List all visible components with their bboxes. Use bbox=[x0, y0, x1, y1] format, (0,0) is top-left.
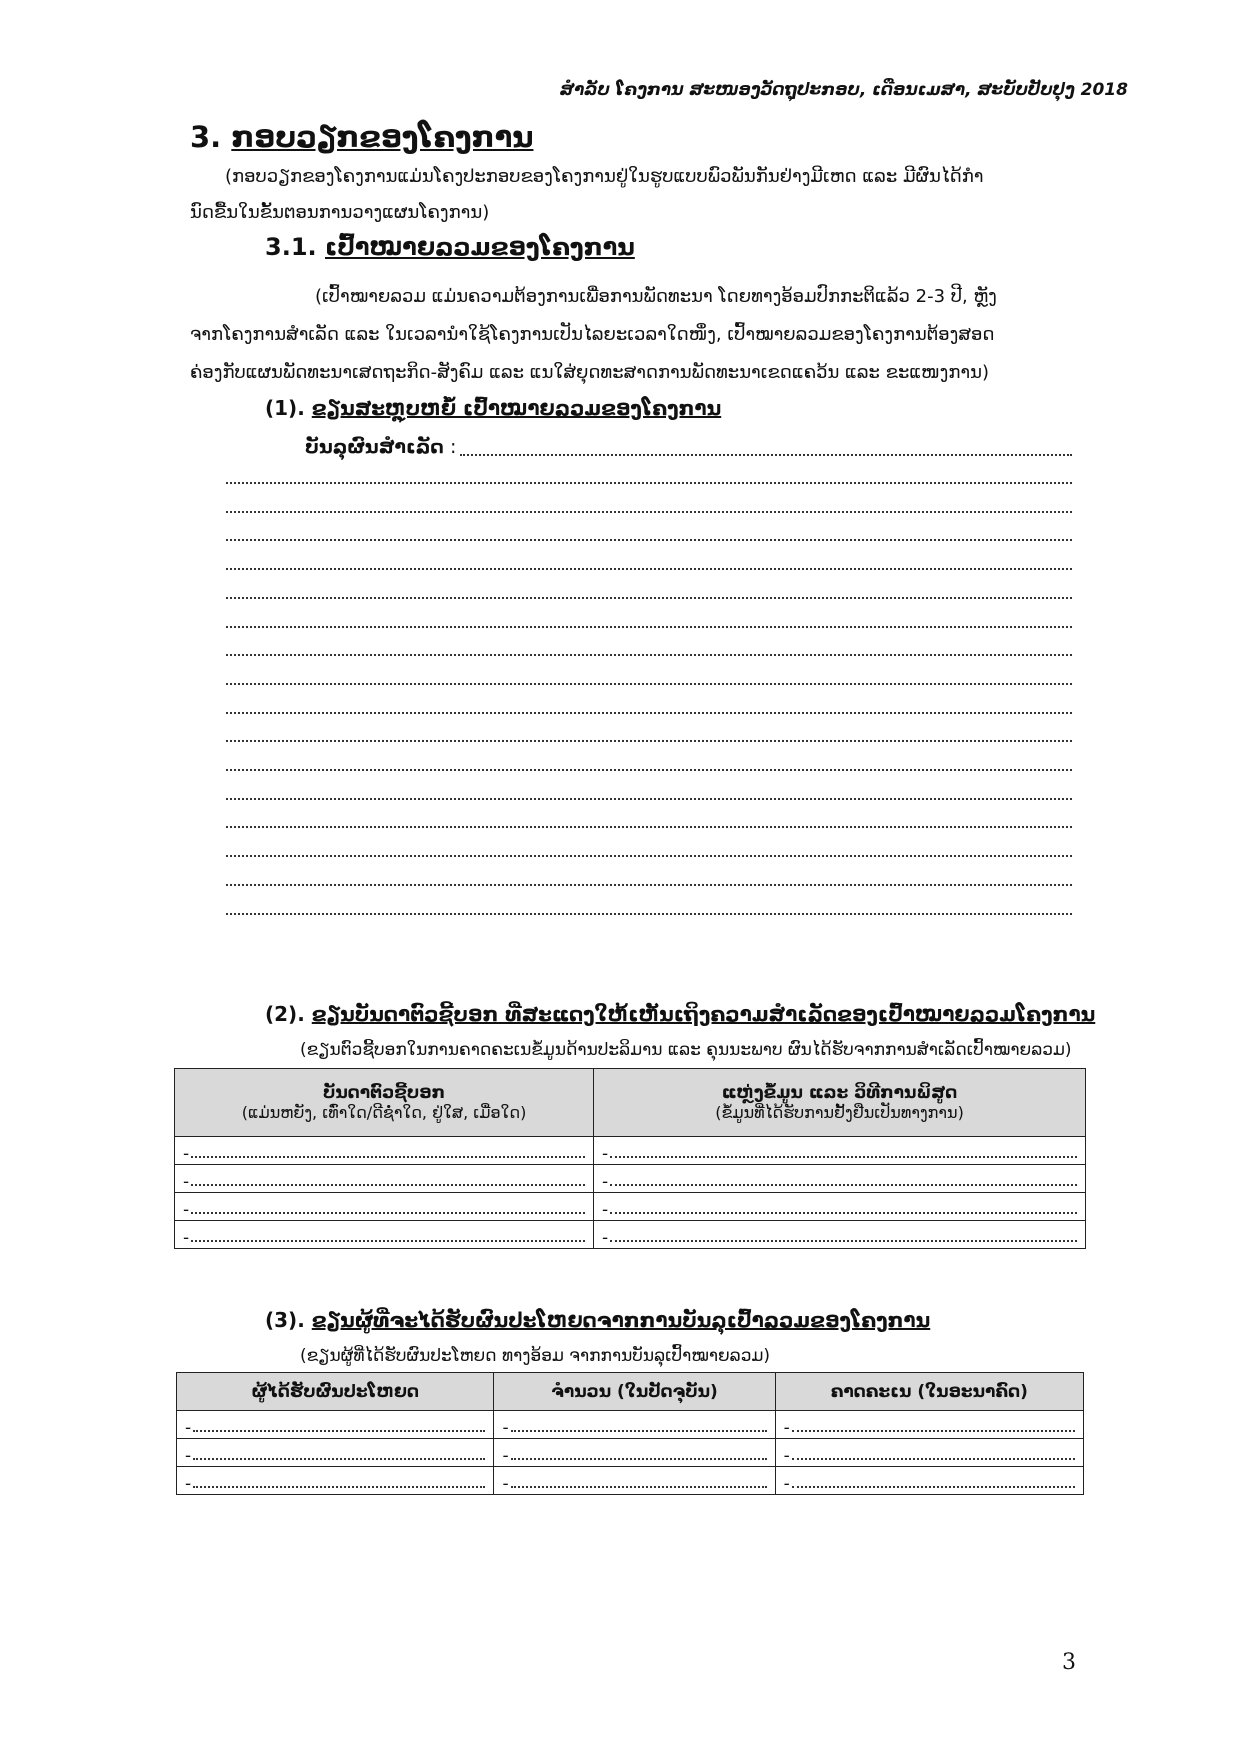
cell-fill-line bbox=[792, 1486, 1075, 1488]
cell-dash: - bbox=[502, 1473, 509, 1494]
table-cell[interactable] bbox=[775, 1411, 1083, 1439]
table-row bbox=[177, 1439, 1084, 1467]
item-3-subtitle: (ຂຽນຜູ້ທີ່ໄດ້ຮັບຜົນປະໂຫຍດ ທາງອ້ອມ ຈາກການບັນລຸເປົ້າໝາຍລວມ) bbox=[300, 1346, 771, 1366]
indicators-header-col2-sub: (ຂໍ້ມູນທີ່ໄດ້ຮັບການຢັ້ງຢືນເປັນທາງການ) bbox=[715, 1103, 964, 1122]
cell-fill-line bbox=[511, 1486, 767, 1488]
cell-fill-line bbox=[792, 1430, 1075, 1432]
section-3-desc-line1: (ກອບວຽກຂອງໂຄງການແມ່ນໂຄງປະກອບຂອງໂຄງການຢູ່ໃນຮູບແບບພົວພັນກັນຢ່າງມີເຫດ ແລະ ມີຜົນໄດ້ກຳ bbox=[225, 166, 984, 187]
section-31-title: ເປົ້າໝາຍລວມຂອງໂຄງການ bbox=[325, 233, 635, 261]
answer-line[interactable] bbox=[226, 740, 1072, 742]
answer-line[interactable] bbox=[226, 482, 1072, 484]
section-31-desc-line3: ຄ່ອງກັບແຜນພັດທະນາເສດຖະກິດ-ສັງຄົມ ແລະ ແນໃສ່ຍຸດທະສາດການພັດທະນາເຂດແຄວ້ນ ແລະ ຂະແໜງການ) bbox=[190, 362, 990, 383]
cell-dash: - bbox=[502, 1417, 509, 1438]
answer-line[interactable] bbox=[226, 626, 1072, 628]
cell-dash: - bbox=[185, 1473, 192, 1494]
answer-line[interactable] bbox=[226, 798, 1072, 800]
indicators-header-col1-sub: (ແມ່ນຫຍັງ, ເທົ່າໃດ/ດີຊ່ຳໃດ, ຢູ່ໃສ, ເມື່ອໃດ) bbox=[241, 1103, 527, 1122]
table-cell[interactable] bbox=[775, 1439, 1083, 1467]
section-3-number: 3. bbox=[190, 120, 222, 154]
answer-line[interactable] bbox=[226, 539, 1072, 541]
section-31-heading bbox=[265, 233, 635, 261]
item-2-title: ຂຽນບັນດາຕົວຊີ້ບອກ ທີ່ສະແດງໃຫ້ເຫັນເຖິງຄວາມສຳເລັດຂອງເປົ້າໝາຍລວມໂຄງການ bbox=[311, 1002, 1096, 1026]
table-row bbox=[177, 1467, 1084, 1495]
cell-fill-line bbox=[792, 1458, 1075, 1460]
indicators-header-col2-title: ແຫຼ່ງຂໍ້ມູນ ແລະ ວິທີການພິສູດ bbox=[721, 1083, 958, 1103]
cell-fill-line bbox=[193, 1430, 485, 1432]
cell-dash: - bbox=[183, 1227, 190, 1248]
item-3-title: ຂຽນຜູ້ທີ່ຈະໄດ້ຮັບຜົນປະໂຫຍດຈາກການບັນລຸເປົ້າລວມຂອງໂຄງການ bbox=[311, 1308, 931, 1332]
achievement-colon: : bbox=[450, 436, 457, 458]
indicators-header-col2 bbox=[594, 1069, 1086, 1137]
answer-line[interactable] bbox=[226, 855, 1072, 857]
item-1-heading bbox=[265, 396, 721, 420]
item-2-subtitle: (ຂຽນຕົວຊີ້ບອກໃນການຄາດຄະເນຂໍ້ມູນດ້ານປະລິມານ ແລະ ຄຸນນະພາບ ຜົນໄດ້ຮັບຈາກການສຳເລັດເປົ້າໝາຍລວມ) bbox=[300, 1040, 1072, 1060]
cell-fill-line bbox=[193, 1458, 485, 1460]
cell-dash: - bbox=[783, 1445, 790, 1466]
beneficiaries-table-body bbox=[177, 1411, 1084, 1495]
beneficiaries-header-col2: ຈຳນວນ (ໃນປັດຈຸບັນ) bbox=[494, 1373, 775, 1411]
cell-fill-line bbox=[610, 1184, 1077, 1186]
section-31-number: 3.1. bbox=[265, 233, 317, 261]
table-row bbox=[175, 1193, 1086, 1221]
cell-fill-line bbox=[191, 1212, 585, 1214]
table-cell[interactable] bbox=[177, 1411, 494, 1439]
cell-fill-line bbox=[610, 1240, 1077, 1242]
indicators-table-body bbox=[175, 1137, 1086, 1249]
cell-fill-line bbox=[511, 1430, 767, 1432]
beneficiaries-header-col1: ຜູ້ໄດ້ຮັບຜົນປະໂຫຍດ bbox=[177, 1373, 494, 1411]
cell-dash: - bbox=[183, 1199, 190, 1220]
fill-line[interactable] bbox=[460, 454, 1072, 456]
answer-line[interactable] bbox=[226, 654, 1072, 656]
header-note: ສຳລັບ ໂຄງການ ສະໜອງວັດຖຸປະກອບ, ເດືອນເມສາ, ສະບັບປັບປຸງ 2018 bbox=[560, 80, 1128, 100]
achievement-label: ບັນລຸຜົນສຳເລັດ bbox=[305, 436, 444, 458]
cell-dash: - bbox=[783, 1417, 790, 1438]
cell-dash: - bbox=[602, 1171, 609, 1192]
answer-line[interactable] bbox=[226, 712, 1072, 714]
answer-line[interactable] bbox=[226, 826, 1072, 828]
table-row bbox=[175, 1137, 1086, 1165]
cell-dash: - bbox=[502, 1445, 509, 1466]
beneficiaries-table bbox=[176, 1372, 1084, 1495]
section-31-desc-line2: ຈາກໂຄງການສຳເລັດ ແລະ ໃນເວລານຳໃຊ້ໂຄງການເປັນໄລຍະເວລາໃດໜຶ່ງ, ເປົ້າໝາຍລວມຂອງໂຄງການຕ້ອງສອດ bbox=[190, 324, 995, 345]
section-31-desc-line1: (ເປົ້າໝາຍລວມ ແມ່ນຄວາມຕ້ອງການເພື່ອການພັດທະນາ ໂດຍທາງອ້ອມປົກກະຕິແລ້ວ 2-3 ປີ, ຫຼັງ bbox=[315, 286, 997, 307]
table-row bbox=[177, 1411, 1084, 1439]
cell-dash: - bbox=[602, 1199, 609, 1220]
answer-line[interactable] bbox=[226, 913, 1072, 915]
item-3-heading bbox=[265, 1308, 930, 1332]
table-cell[interactable] bbox=[594, 1193, 1086, 1221]
answer-line[interactable] bbox=[226, 769, 1072, 771]
answer-line[interactable] bbox=[226, 597, 1072, 599]
item-2-heading bbox=[265, 1002, 1095, 1026]
beneficiaries-header-col3: ຄາດຄະເນ (ໃນອະນາຄົດ) bbox=[775, 1373, 1083, 1411]
section-3-title: ກອບວຽກຂອງໂຄງການ bbox=[231, 120, 534, 154]
beneficiaries-header-row bbox=[177, 1373, 1084, 1411]
answer-line[interactable] bbox=[226, 511, 1072, 513]
indicators-header-col1 bbox=[175, 1069, 594, 1137]
cell-dash: - bbox=[183, 1171, 190, 1192]
table-row bbox=[175, 1221, 1086, 1249]
cell-fill-line bbox=[511, 1458, 767, 1460]
indicators-header-col1-title: ບັນດາຕົວຊີ້ບອກ bbox=[323, 1083, 446, 1103]
cell-fill-line bbox=[610, 1212, 1077, 1214]
table-cell[interactable] bbox=[175, 1193, 594, 1221]
table-cell[interactable] bbox=[494, 1439, 775, 1467]
answer-line[interactable] bbox=[226, 568, 1072, 570]
table-cell[interactable] bbox=[177, 1467, 494, 1495]
cell-fill-line bbox=[191, 1184, 585, 1186]
cell-dash: - bbox=[602, 1143, 609, 1164]
cell-dash: - bbox=[185, 1417, 192, 1438]
item-3-number: (3). bbox=[265, 1308, 305, 1332]
cell-dash: - bbox=[602, 1227, 609, 1248]
answer-line[interactable] bbox=[226, 884, 1072, 886]
item-1-title: ຂຽນສະຫຼຸບຫຍໍ້ ເປົ້າໝາຍລວມຂອງໂຄງການ bbox=[311, 396, 722, 420]
cell-dash: - bbox=[783, 1473, 790, 1494]
table-cell[interactable] bbox=[594, 1221, 1086, 1249]
cell-fill-line bbox=[193, 1486, 485, 1488]
indicators-header-row bbox=[175, 1069, 1086, 1137]
cell-dash: - bbox=[183, 1143, 190, 1164]
answer-line[interactable] bbox=[226, 683, 1072, 685]
table-cell[interactable] bbox=[594, 1165, 1086, 1193]
table-cell[interactable] bbox=[175, 1221, 594, 1249]
item-1-number: (1). bbox=[265, 396, 305, 420]
item-2-number: (2). bbox=[265, 1002, 305, 1026]
table-row bbox=[175, 1165, 1086, 1193]
cell-fill-line bbox=[191, 1156, 585, 1158]
table-cell[interactable] bbox=[494, 1467, 775, 1495]
table-cell[interactable] bbox=[494, 1411, 775, 1439]
section-3-heading bbox=[190, 120, 533, 154]
section-3-desc-line2: ນົດຂື້ນໃນຂັ້ນຕອນການວາງແຜນໂຄງການ) bbox=[190, 202, 490, 223]
indicators-table bbox=[174, 1068, 1086, 1249]
cell-dash: - bbox=[185, 1445, 192, 1466]
table-cell[interactable] bbox=[775, 1467, 1083, 1495]
table-cell[interactable] bbox=[177, 1439, 494, 1467]
table-cell[interactable] bbox=[175, 1165, 594, 1193]
cell-fill-line bbox=[610, 1156, 1077, 1158]
cell-fill-line bbox=[191, 1240, 585, 1242]
table-cell[interactable] bbox=[175, 1137, 594, 1165]
table-cell[interactable] bbox=[594, 1137, 1086, 1165]
page-number: 3 bbox=[1062, 1650, 1076, 1675]
